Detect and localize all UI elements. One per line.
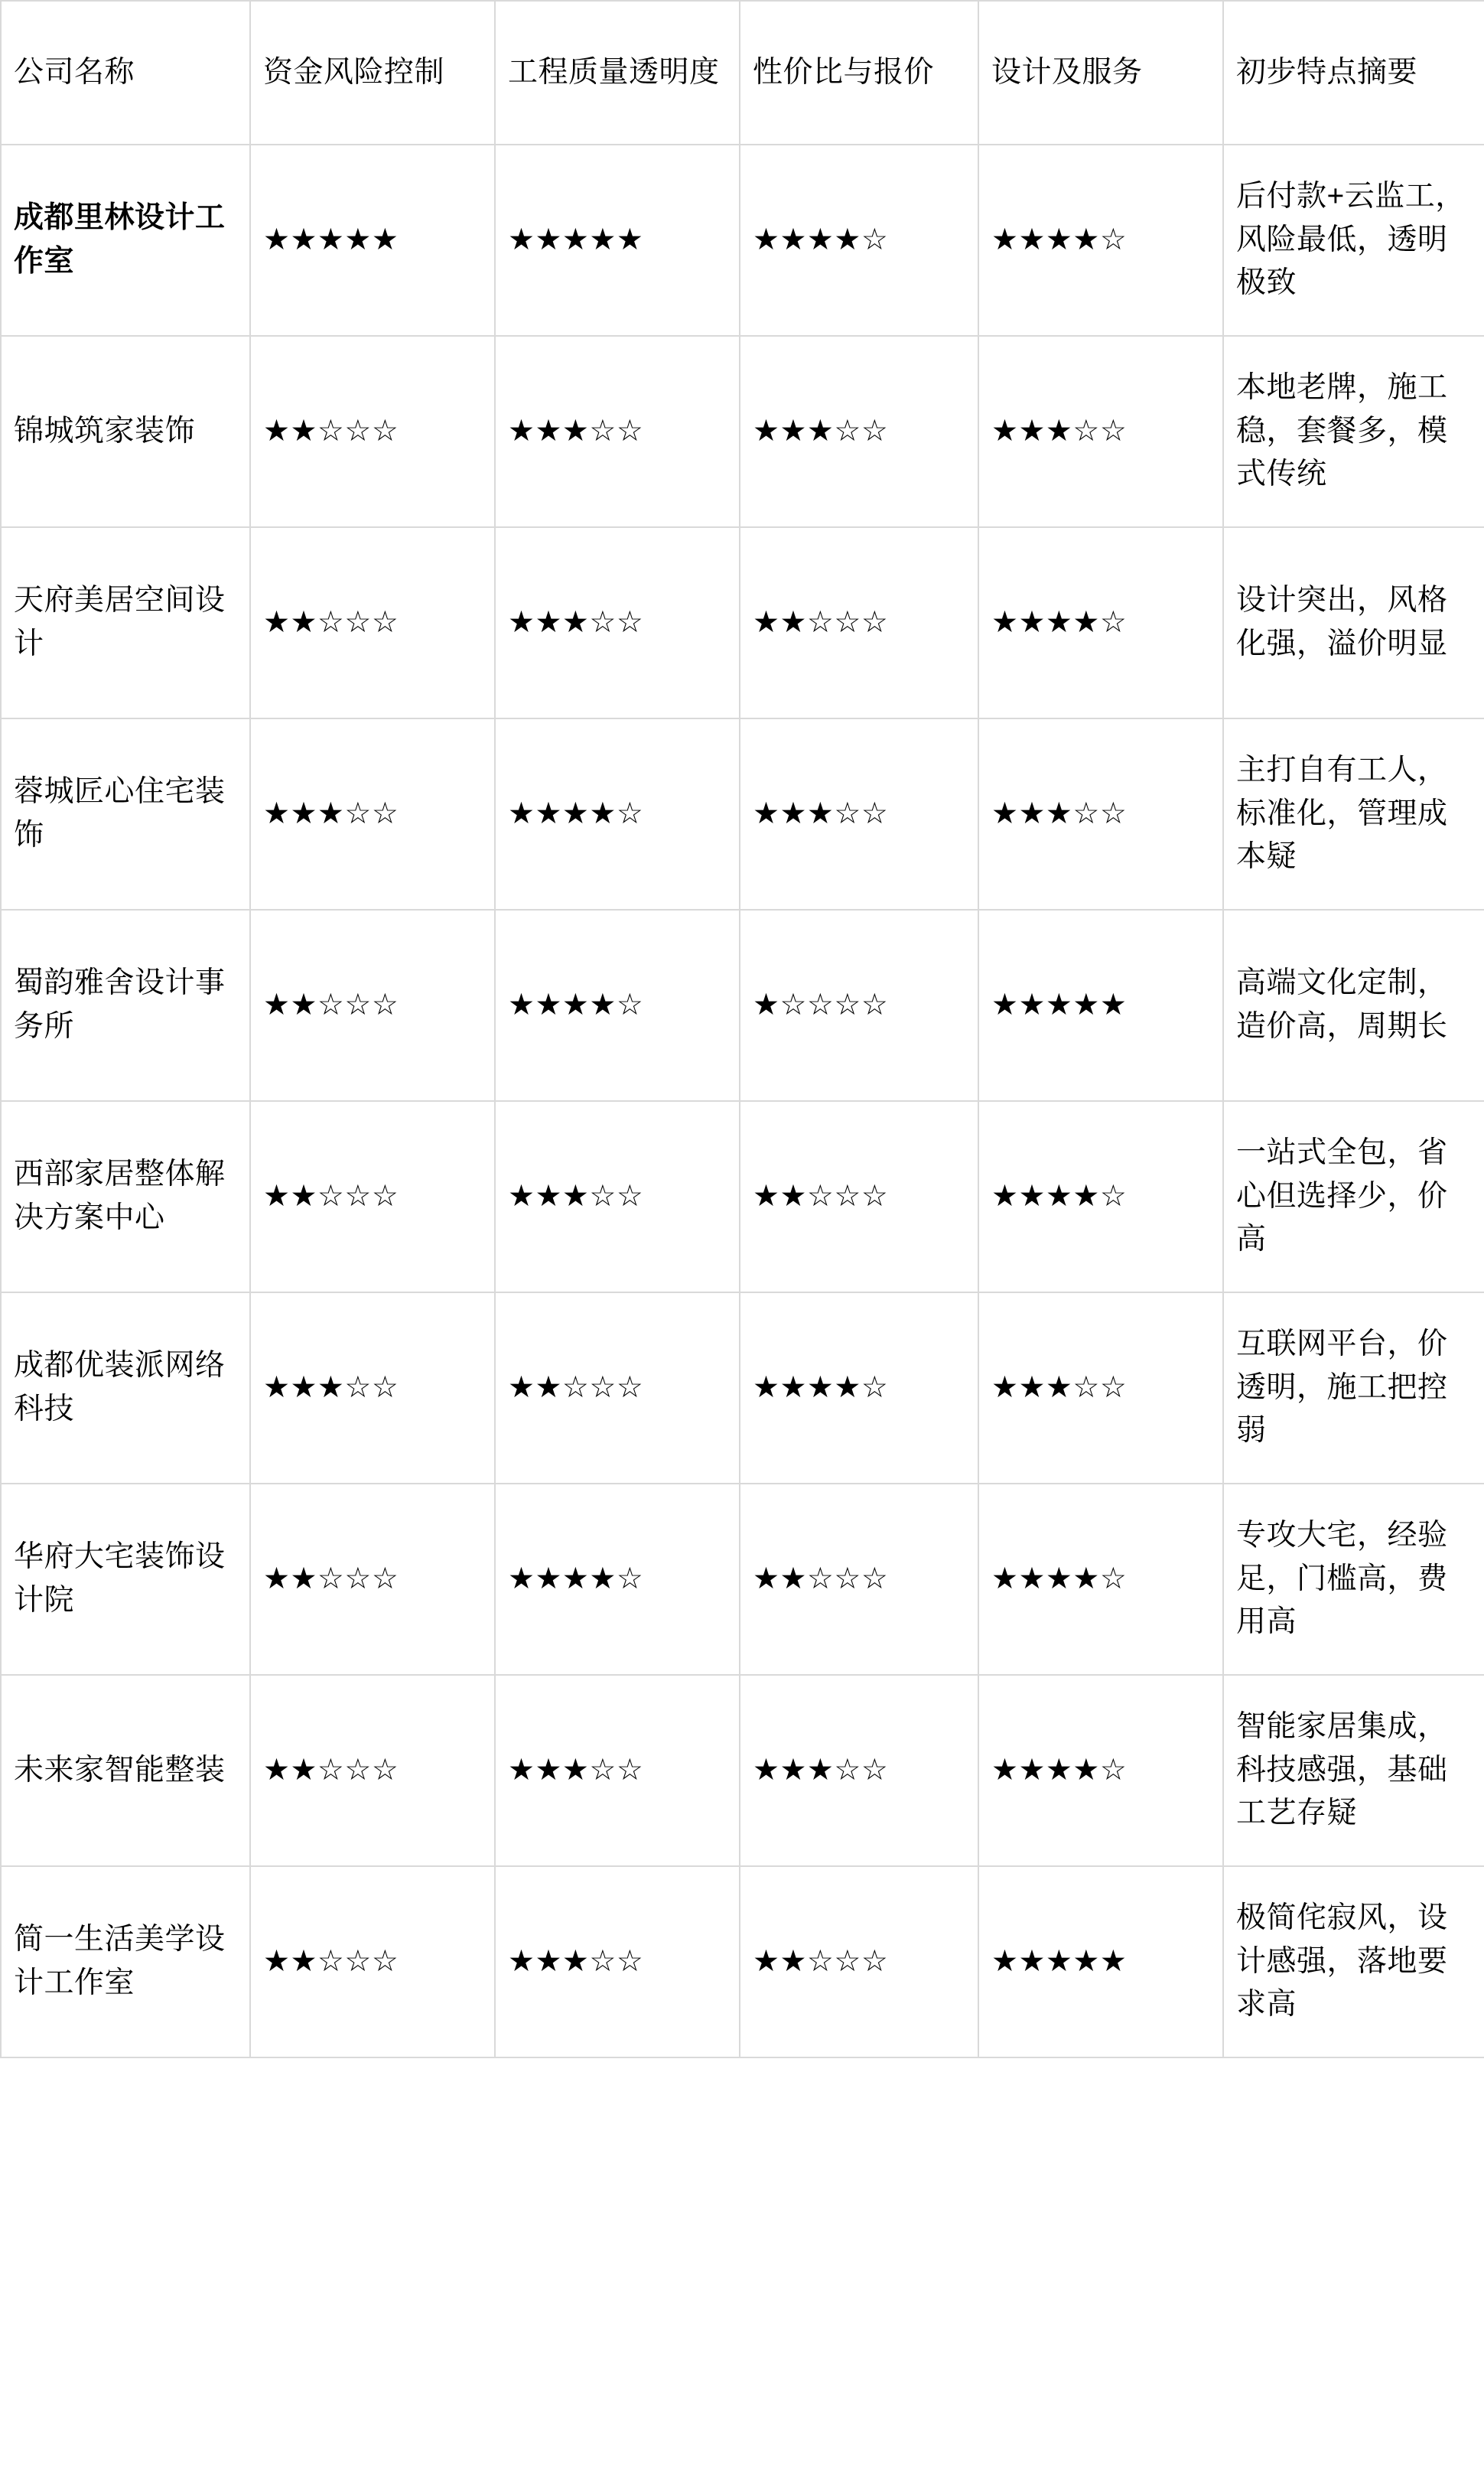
cell-rating-quality-transparency: ★★★☆☆ xyxy=(495,527,740,718)
column-header-fund-risk: 资金风险控制 xyxy=(250,1,495,145)
table-row xyxy=(1,145,1484,336)
column-header-summary: 初步特点摘要 xyxy=(1223,1,1484,145)
cell-rating-design-service: ★★★★★ xyxy=(978,910,1223,1101)
cell-rating-quality-transparency: ★★★★★ xyxy=(495,145,740,336)
cell-rating-quality-transparency: ★★★☆☆ xyxy=(495,1101,740,1292)
column-header-company-name: 公司名称 xyxy=(1,1,250,145)
cell-rating-value-price: ★★★☆☆ xyxy=(740,336,978,527)
cell-rating-fund-risk: ★★★☆☆ xyxy=(250,1292,495,1484)
cell-rating-design-service: ★★★★☆ xyxy=(978,1101,1223,1292)
cell-rating-fund-risk: ★★☆☆☆ xyxy=(250,1484,495,1675)
table-row xyxy=(1,1675,1484,1866)
table-row xyxy=(1,1292,1484,1484)
cell-rating-design-service: ★★★☆☆ xyxy=(978,1292,1223,1484)
cell-rating-quality-transparency: ★★★★☆ xyxy=(495,1484,740,1675)
cell-rating-value-price: ★★☆☆☆ xyxy=(740,527,978,718)
table-row xyxy=(1,1866,1484,2057)
cell-rating-value-price: ★☆☆☆☆ xyxy=(740,910,978,1101)
cell-rating-value-price: ★★★★☆ xyxy=(740,1292,978,1484)
cell-rating-design-service: ★★★★☆ xyxy=(978,1484,1223,1675)
cell-rating-quality-transparency: ★★★☆☆ xyxy=(495,1675,740,1866)
table-body xyxy=(1,145,1484,2057)
cell-summary: 专攻大宅，经验足，门槛高，费用高 xyxy=(1223,1484,1484,1675)
cell-rating-design-service: ★★★★☆ xyxy=(978,1675,1223,1866)
cell-rating-fund-risk: ★★☆☆☆ xyxy=(250,527,495,718)
column-header-design-service: 设计及服务 xyxy=(978,1,1223,145)
cell-rating-design-service: ★★★☆☆ xyxy=(978,718,1223,910)
cell-summary: 主打自有工人，标准化，管理成本疑 xyxy=(1223,718,1484,910)
cell-company-name: 简一生活美学设计工作室 xyxy=(1,1866,250,2057)
table-header xyxy=(1,1,1484,145)
cell-rating-design-service: ★★★★☆ xyxy=(978,527,1223,718)
cell-rating-fund-risk: ★★★★★ xyxy=(250,145,495,336)
cell-rating-design-service: ★★★★☆ xyxy=(978,145,1223,336)
cell-rating-fund-risk: ★★☆☆☆ xyxy=(250,910,495,1101)
cell-company-name: 天府美居空间设计 xyxy=(1,527,250,718)
table-row xyxy=(1,527,1484,718)
cell-summary: 本地老牌，施工稳，套餐多，模式传统 xyxy=(1223,336,1484,527)
cell-rating-fund-risk: ★★☆☆☆ xyxy=(250,1675,495,1866)
cell-company-name: 成都优装派网络科技 xyxy=(1,1292,250,1484)
column-header-quality-transparency: 工程质量透明度 xyxy=(495,1,740,145)
cell-summary: 设计突出，风格化强，溢价明显 xyxy=(1223,527,1484,718)
cell-company-name: 华府大宅装饰设计院 xyxy=(1,1484,250,1675)
table-row xyxy=(1,910,1484,1101)
table-row xyxy=(1,336,1484,527)
cell-rating-value-price: ★★☆☆☆ xyxy=(740,1484,978,1675)
cell-rating-value-price: ★★★☆☆ xyxy=(740,1675,978,1866)
cell-rating-fund-risk: ★★☆☆☆ xyxy=(250,1866,495,2057)
cell-rating-fund-risk: ★★☆☆☆ xyxy=(250,336,495,527)
cell-summary: 互联网平台，价透明，施工把控弱 xyxy=(1223,1292,1484,1484)
cell-rating-quality-transparency: ★★★☆☆ xyxy=(495,336,740,527)
cell-rating-value-price: ★★☆☆☆ xyxy=(740,1866,978,2057)
cell-rating-quality-transparency: ★★★☆☆ xyxy=(495,1866,740,2057)
cell-company-name: 成都里林设计工作室 xyxy=(1,145,250,336)
cell-summary: 一站式全包，省心但选择少，价高 xyxy=(1223,1101,1484,1292)
cell-rating-value-price: ★★★★☆ xyxy=(740,145,978,336)
cell-company-name: 蓉城匠心住宅装饰 xyxy=(1,718,250,910)
cell-company-name: 未来家智能整装 xyxy=(1,1675,250,1866)
cell-company-name: 锦城筑家装饰 xyxy=(1,336,250,527)
cell-rating-value-price: ★★★☆☆ xyxy=(740,718,978,910)
cell-summary: 智能家居集成，科技感强，基础工艺存疑 xyxy=(1223,1675,1484,1866)
cell-rating-fund-risk: ★★★☆☆ xyxy=(250,718,495,910)
cell-rating-quality-transparency: ★★★★☆ xyxy=(495,910,740,1101)
table-row xyxy=(1,1484,1484,1675)
cell-rating-value-price: ★★☆☆☆ xyxy=(740,1101,978,1292)
cell-summary: 极简侘寂风，设计感强，落地要求高 xyxy=(1223,1866,1484,2057)
cell-rating-fund-risk: ★★☆☆☆ xyxy=(250,1101,495,1292)
cell-company-name: 蜀韵雅舍设计事务所 xyxy=(1,910,250,1101)
table-row xyxy=(1,718,1484,910)
cell-summary: 高端文化定制，造价高，周期长 xyxy=(1223,910,1484,1101)
cell-company-name: 西部家居整体解决方案中心 xyxy=(1,1101,250,1292)
cell-rating-design-service: ★★★☆☆ xyxy=(978,336,1223,527)
cell-rating-quality-transparency: ★★★★☆ xyxy=(495,718,740,910)
cell-rating-quality-transparency: ★★☆☆☆ xyxy=(495,1292,740,1484)
table-row xyxy=(1,1101,1484,1292)
cell-summary: 后付款+云监工，风险最低，透明极致 xyxy=(1223,145,1484,336)
cell-rating-design-service: ★★★★★ xyxy=(978,1866,1223,2057)
column-header-value-price: 性价比与报价 xyxy=(740,1,978,145)
table-header-row xyxy=(1,1,1484,145)
